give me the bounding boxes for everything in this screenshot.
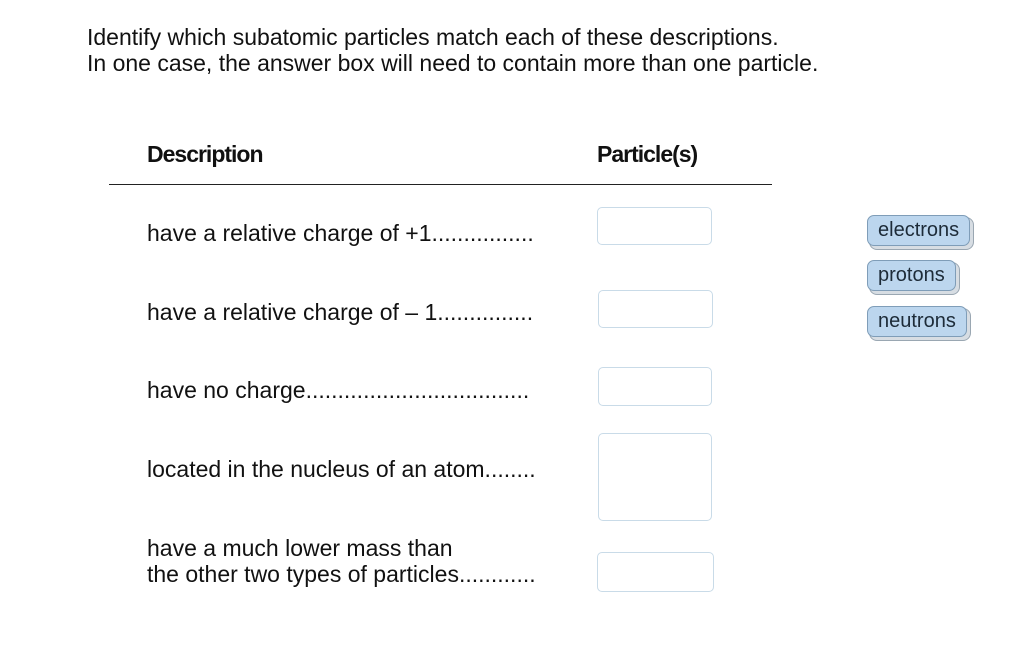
description-text-line-1: have a much lower mass than — [147, 535, 453, 561]
description-row-nucleus — [147, 456, 536, 482]
chip-protons[interactable]: protons — [867, 260, 956, 291]
answer-box-no-charge[interactable] — [598, 367, 712, 406]
answer-box-charge-plus-one[interactable] — [597, 207, 712, 245]
answer-box-lower-mass[interactable] — [597, 552, 714, 592]
description-text: have a relative charge of +1................ — [147, 220, 534, 246]
description-row-lower-mass — [147, 535, 536, 587]
description-row-charge-plus-one — [147, 220, 534, 246]
answer-box-nucleus[interactable] — [598, 433, 712, 521]
particles-column-header: Particle(s) — [597, 141, 698, 167]
description-column-header: Description — [147, 141, 263, 167]
description-text: have a relative charge of – 1............... — [147, 299, 534, 325]
instructions — [87, 24, 818, 76]
description-row-charge-minus-one — [147, 299, 533, 325]
description-text: located in the nucleus of an atom........ — [147, 456, 536, 482]
description-row-no-charge — [147, 377, 529, 403]
instructions-line-2: In one case, the answer box will need to contain more than one particle. — [87, 50, 819, 76]
description-text-line-2: the other two types of particles............ — [147, 561, 536, 587]
chip-neutrons[interactable]: neutrons — [867, 306, 967, 337]
instructions-line-1: Identify which subatomic particles match each of these descriptions. — [87, 24, 779, 50]
header-divider — [109, 184, 772, 185]
chip-electrons[interactable]: electrons — [867, 215, 970, 246]
description-text: have no charge................................... — [147, 377, 530, 403]
answer-box-charge-minus-one[interactable] — [598, 290, 713, 328]
